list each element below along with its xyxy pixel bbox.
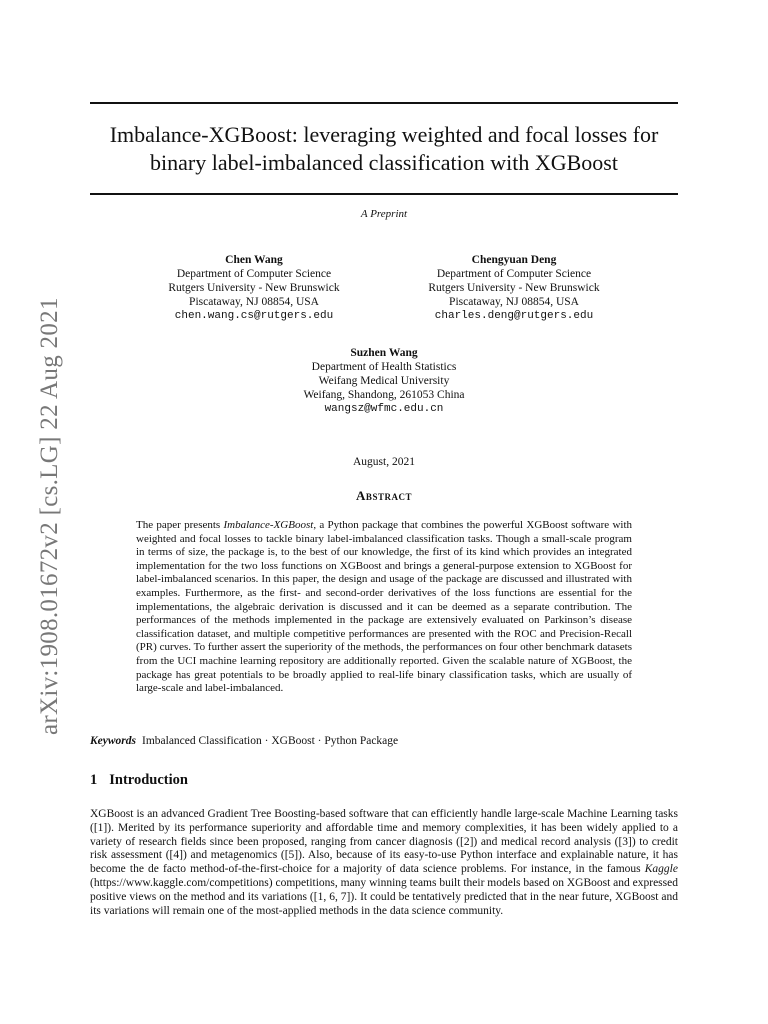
author-department: Department of Health Statistics	[311, 361, 457, 373]
intro-text-start: XGBoost is an advanced Gradient Tree Boosting-based software that can efficiently handle large-scale Machine Learning tasks ([1]). Merited by its performance superiority and affordable time and memory complexities, it has been widely applied to a variety of research fields since been proposed, ranging from cancer diagnosis ([2]) and medical record analysis ([3]) to credit risk assessment ([4]) and metagenomics ([5]). Also, because of its easy-to-use Python interface and explainable nature, it has become the de facto method-of-the-first-choice for a majority of data science problems. For instance, in the famous	[90, 808, 678, 876]
author-university: Rutgers University - New Brunswick	[428, 282, 600, 294]
keywords-label: Keywords	[90, 735, 136, 747]
author-university: Rutgers University - New Brunswick	[168, 282, 340, 294]
title-line-1: Imbalance-XGBoost: leveraging weighted and focal losses for	[109, 122, 659, 147]
abstract-text-rest: , a Python package that combines the powerful XGBoost software with weighted and focal losses to tackle binary label-imbalanced classification tasks. Though a small-scale program in terms of size, the package is, to the best of our knowledge, the first of its kind which provides an integrated implementation for the two loss functions on XGBoost and brings a general-purpose extension to XGBoost for label-imbalanced scenarios. In this paper, the design and usage of the package are discussed and illustrated with examples. Furthermore, as the first- and second-order derivatives of the loss functions are essential for the implementations, the algebraic derivation is discussed and it can be deemed as a separate contribution. The performances of the methods implemented in the package are extensively evaluated on Parkinson’s disease classification dataset, and multiple competitive performances are presented with the ROC and Precision-Recall (PR) curves. To further assert the superiority of the methods, the performances on four other benchmark datasets from the UCI machine learning repository are additionally reported. Given the scalable nature of XGBoost, the package has great potentials to be broadly applied to real-life binary classification tasks, which are usually of large-scale and label-imbalanced.	[136, 519, 633, 695]
author-email[interactable]: wangsz@wfmc.edu.cn	[324, 403, 444, 415]
abstract-body	[136, 519, 632, 696]
publication-date: August, 2021	[353, 456, 415, 468]
author-department: Department of Computer Science	[436, 268, 592, 280]
title-line-2: binary label-imbalanced classification with XGBoost	[150, 150, 618, 175]
section-title: Introduction	[109, 772, 188, 788]
introduction-body	[90, 808, 678, 918]
section-heading-introduction	[90, 772, 188, 789]
intro-text-rest: (https://www.kaggle.com/competitions) competitions, many winning teams built their models based on XGBoost and expressed positive views on the method and its variations ([1, 6, 7]). It could be tentatively predicted that in the near future, XGBoost and its variations will remain one of the most-applied methods in the data science community.	[90, 876, 678, 917]
package-name: Imbalance-XGBoost	[223, 519, 314, 531]
intro-paragraph	[90, 808, 678, 918]
abstract-paragraph	[136, 519, 632, 696]
arxiv-identifier: arXiv:1908.01672v2 [cs.LG] 22 Aug 2021	[36, 297, 63, 735]
preprint-label: A Preprint	[360, 208, 408, 220]
section-number: 1	[90, 772, 98, 788]
title-rule-top	[90, 102, 678, 104]
keywords-text: Imbalanced Classification · XGBoost · Python Package	[142, 735, 399, 747]
author-block-2	[400, 253, 628, 323]
paper-title	[90, 121, 678, 177]
author-address: Piscataway, NJ 08854, USA	[189, 296, 319, 308]
author-department: Department of Computer Science	[176, 268, 332, 280]
author-block-1	[140, 253, 368, 323]
kaggle-name: Kaggle	[644, 863, 678, 876]
author-address: Piscataway, NJ 08854, USA	[449, 296, 579, 308]
keywords-line	[90, 735, 398, 747]
author-email[interactable]: chen.wang.cs@rutgers.edu	[174, 310, 334, 322]
author-name: Suzhen Wang	[350, 347, 418, 359]
abstract-heading: Abstract	[356, 488, 412, 503]
abstract-text-start: The paper presents	[136, 519, 224, 531]
author-address: Weifang, Shandong, 261053 China	[303, 389, 465, 401]
author-email[interactable]: charles.deng@rutgers.edu	[434, 310, 594, 322]
title-rule-bottom	[90, 193, 678, 195]
author-name: Chen Wang	[225, 254, 283, 266]
author-block-3	[254, 346, 514, 416]
author-university: Weifang Medical University	[318, 375, 450, 387]
author-name: Chengyuan Deng	[471, 254, 557, 266]
